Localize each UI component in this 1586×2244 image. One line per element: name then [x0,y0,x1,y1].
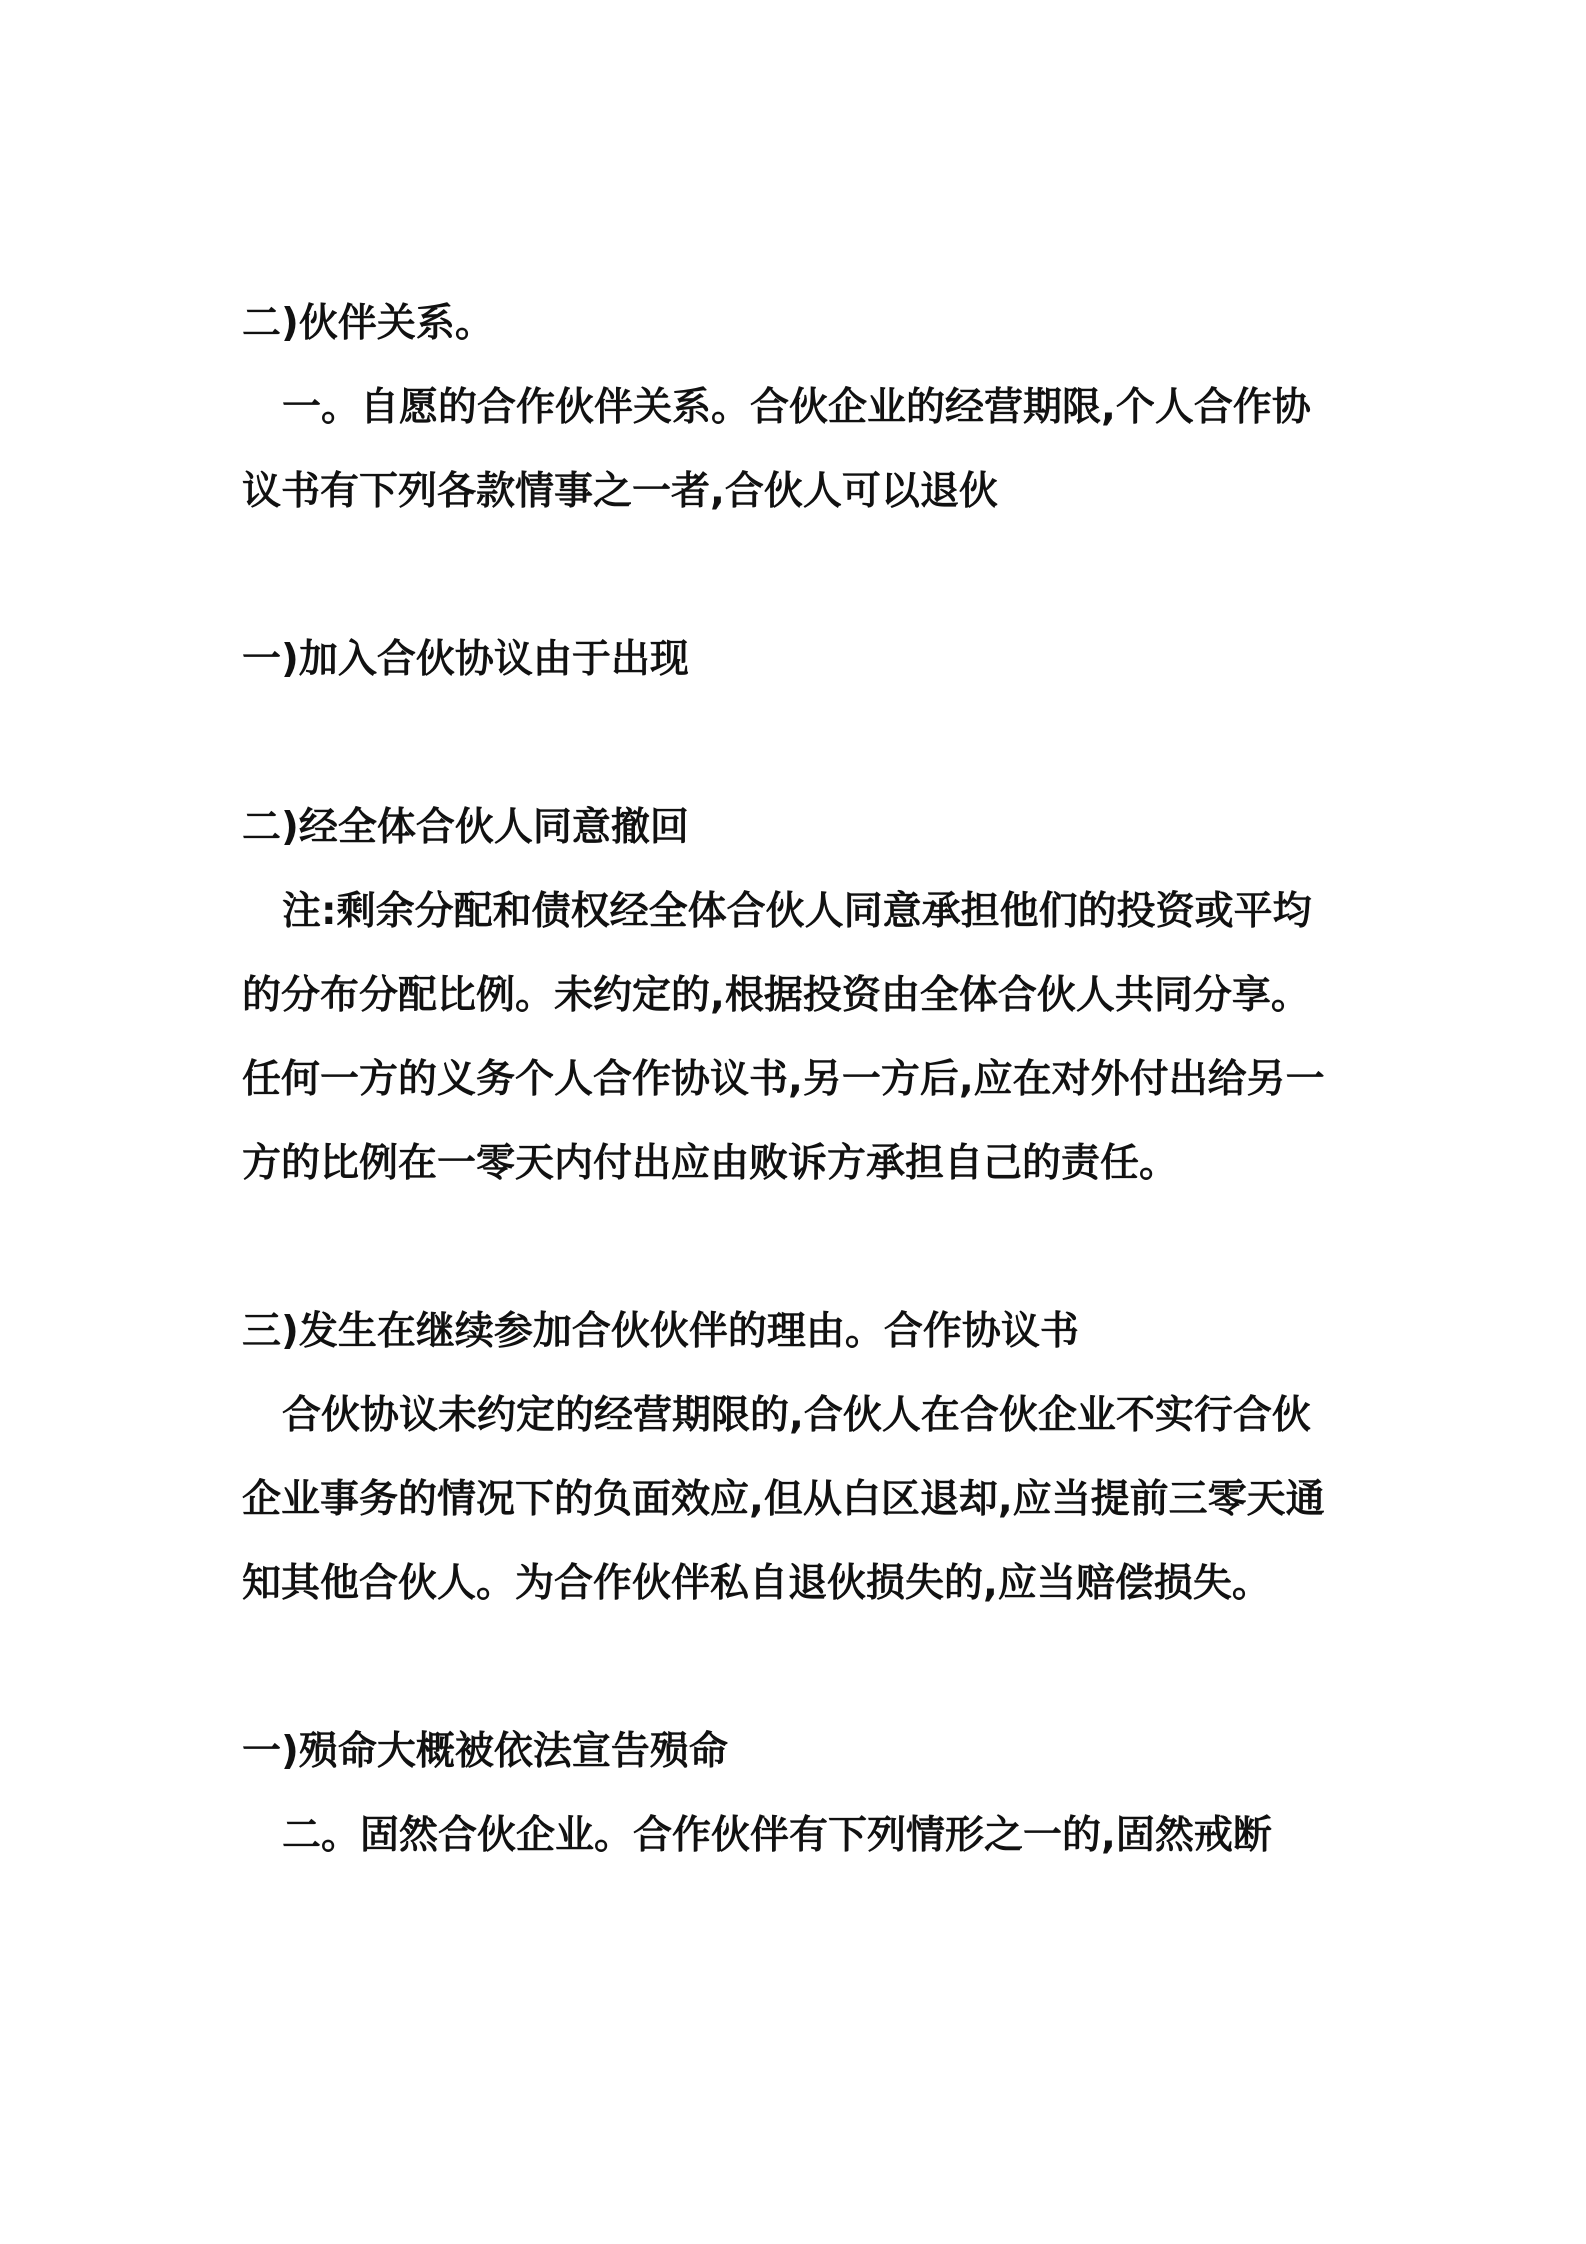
spacer [242,1626,1372,1710]
paragraph-line: 任何一方的义务个人合作协议书,另一方后,应在对外付出给另一 [242,1057,1325,1102]
spacer [242,534,1372,618]
paragraph-line: 注:剩余分配和债权经全体合伙人同意承担他们的投资或平均 [282,889,1312,934]
paragraph-line: 一。自愿的合作伙伴关系。合伙企业的经营期限,个人合作协 [282,385,1311,430]
document-body [242,282,1372,1878]
paragraph-line: 合伙协议未约定的经营期限的,合伙人在合伙企业不实行合伙 [282,1393,1311,1438]
section-heading: 一)殒命大概被依法宣告殒命 [242,1729,728,1774]
spacer [242,1206,1372,1290]
paragraph-line: 知其他合伙人。为合作伙伴私自退伙损失的,应当赔偿损失。 [242,1561,1271,1606]
spacer [242,702,1372,786]
section-heading: 一)加入合伙协议由于出现 [242,637,689,682]
section-heading: 三)发生在继续参加合伙伙伴的理由。合作协议书 [242,1309,1079,1354]
paragraph-line: 的分布分配比例。未约定的,根据投资由全体合伙人共同分享。 [242,973,1310,1018]
paragraph-line: 企业事务的情况下的负面效应,但从白区退却,应当提前三零天通 [242,1477,1325,1522]
paragraph-line: 议书有下列各款情事之一者,合伙人可以退伙 [242,469,998,514]
paragraph-line: 二。固然合伙企业。合作伙伴有下列情形之一的,固然戒断 [282,1813,1272,1858]
section-heading: 二)经全体合伙人同意撤回 [242,805,689,850]
section-heading: 二)伙伴关系。 [242,301,494,346]
paragraph-line: 方的比例在一零天内付出应由败诉方承担自己的责任。 [242,1141,1179,1186]
